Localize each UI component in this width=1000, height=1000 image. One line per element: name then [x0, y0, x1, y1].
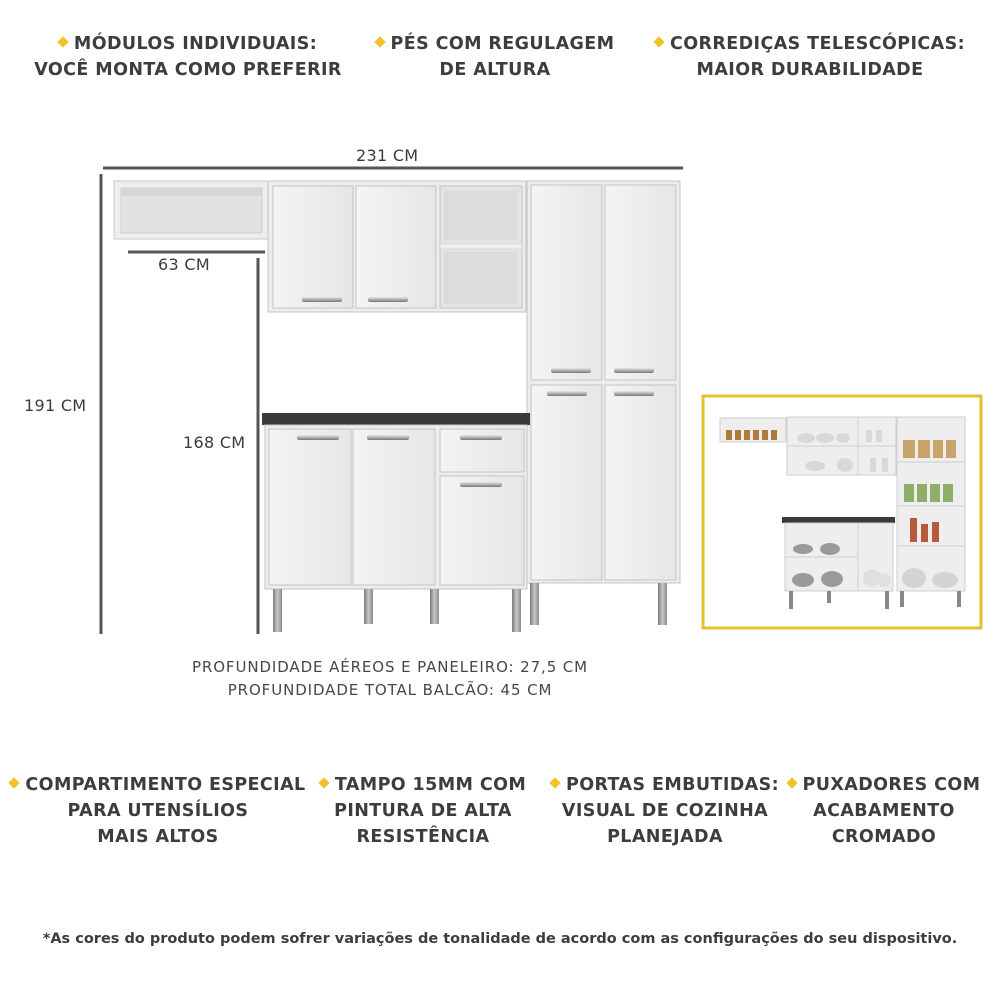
feature-corredicas: CORREDIÇAS TELESCÓPICAS: MAIOR DURABILIDADE: [650, 31, 970, 83]
feature-pes: PÉS COM REGULAGEM DE ALTURA: [360, 31, 630, 83]
depth-balcao: PROFUNDIDADE TOTAL BALCÃO: 45 CM: [227, 681, 553, 699]
feature-compartimento: COMPARTIMENTO ESPECIAL PARA UTENSÍLIOS MAIS ALTOS: [8, 772, 308, 850]
feature-puxadores: PUXADORES COM ACABAMENTO CROMADO: [784, 772, 984, 850]
shelf-width-label: 63 CM: [158, 255, 210, 274]
kitchen-thumbnail: [703, 396, 981, 628]
tall-pantry-cabinet: [527, 181, 680, 625]
feature-portas: PORTAS EMBUTIDAS: VISUAL DE COZINHA PLANEJADA: [545, 772, 785, 850]
total-height-label: 191 CM: [24, 396, 87, 415]
upper-wall-cabinet: [268, 181, 526, 312]
width-dimension-label: 231 CM: [356, 146, 419, 165]
diamond-bullet-icon: [549, 777, 560, 788]
open-shelf-module: [114, 181, 268, 239]
counter-height-label: 168 CM: [183, 433, 246, 452]
depth-aereos: PROFUNDIDADE AÉREOS E PANELEIRO: 27,5 CM: [191, 658, 589, 676]
diamond-bullet-icon: [318, 777, 329, 788]
feature-modulos: MÓDULOS INDIVIDUAIS: VOCÊ MONTA COMO PREFERIR: [34, 34, 342, 80]
color-disclaimer: *As cores do produto podem sofrer variações de tonalidade de acordo com as configurações do seu dispositivo.: [42, 931, 958, 947]
base-counter-cabinet: [262, 413, 530, 632]
feature-tampo: TAMPO 15MM COM PINTURA DE ALTA RESISTÊNCIA: [308, 772, 538, 850]
diamond-bullet-icon: [9, 777, 20, 788]
diamond-bullet-icon: [786, 777, 797, 788]
